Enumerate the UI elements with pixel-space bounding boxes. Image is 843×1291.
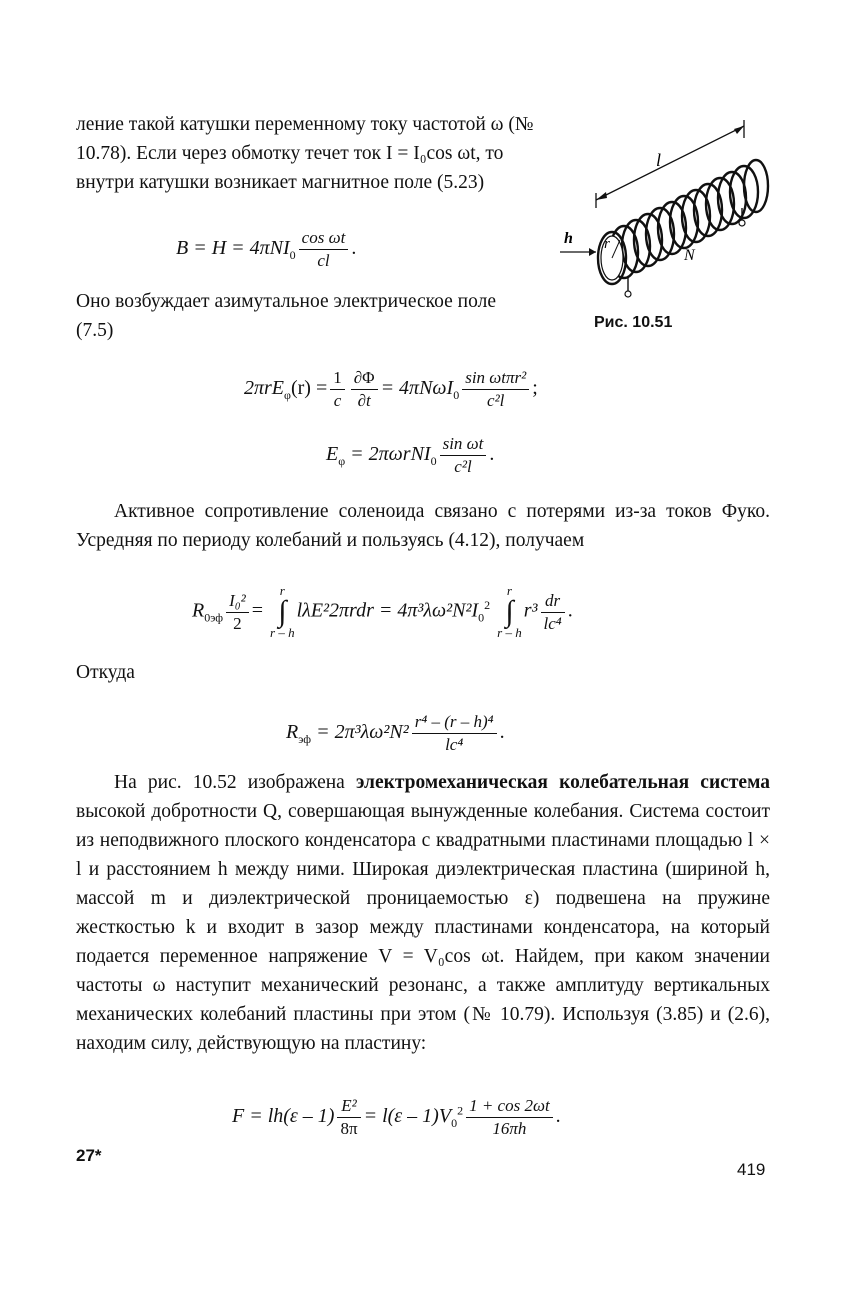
- equation-4: $R_{0эф}$ $\frac{\text{I₀²}}{2}$ = r ∫ $r - hl\lambda E^22\pi rdr = 4\pi^3\lambda\omega^2N^2I_0^2$ r ∫ r – hr³ $\frac{dr}{\text{lc⁴}}$ .: [192, 583, 573, 640]
- label-r: r: [604, 236, 610, 252]
- paragraph-1: ление такой катушки переменному току частотой ω (№ 10.78). Если через обмотку течет ток I = I₀cos ωt, то внутри катушки возникает магнитное поле (5.23): [76, 114, 534, 193]
- printer-signature: 27*: [76, 1146, 102, 1165]
- solenoid-figure: [556, 108, 771, 298]
- label-h: h: [564, 230, 573, 247]
- label-N: N: [684, 247, 695, 264]
- equation-6: F = lh(ε – 1) $\frac{\text{E²}}{8\pi}$ = $l(\varepsilon - 1)V_0^2$ $\frac{1 + \cos 2\omega t}{16\pi h}$ .: [232, 1096, 561, 1138]
- equation-1: B = H = 4πNI$_0$ $\frac{\text{cos ωt}}{cl}$ .: [176, 228, 357, 270]
- paragraph-2: Оно возбуждает азимутальное электрическое поле (7.5): [76, 291, 496, 341]
- paragraph-5: На рис. 10.52 изображена электромеханическая колебательная система высокой добротности Q, совершающая вынужденные колебания. Система состоит из неподвижного плоского конденсатора с квадратными пластинами площадью l × l и расстоянием h между ними. Широкая диэлектрическая пластина (шириной h, массой m и диэлектрической проницаемостью ε) подвешена на пружине жесткостью k и входит в зазор между пластинами конденсатора, на который подается переменное напряжение V = V₀cos ωt. Найдем, при каком значении частоты ω наступит механический резонанс, а также амплитуду вертикальных механических колебаний пластины при этом (№ 10.79). Используя (3.85) и (2.6), находим силу, действующую на пластину:: [76, 772, 770, 1054]
- paragraph-3: Активное сопротивление соленоида связано с потерями из-за токов Фуко. Усредняя по периоду колебаний и пользуясь (4.12), получаем: [76, 501, 770, 551]
- figure-caption: Рис. 10.51: [594, 314, 673, 331]
- equation-5: $R_{эф} = 2\pi^3\lambda\omega^2N^2$ $\frac{\text{r⁴ – (r – h)⁴}}{\text{lc⁴}}$ .: [286, 712, 505, 754]
- equation-2: 2πrE$_\varphi$(r) = $\frac{1}{c}$ $\frac{\partial\Phi}{\partial t}$ = 4πNωI$_0$ $\frac{\text{sin ωtπr²}}{\text{c²l}}$ ;: [244, 368, 538, 410]
- label-l: l: [656, 150, 662, 170]
- equation-3: $E_\varphi = 2\pi\omega rNI_0$ $\frac{\text{sin ωt}}{\text{c²l}}$ .: [326, 434, 495, 476]
- paragraph-4: Откуда: [76, 662, 135, 683]
- page-number: 419: [737, 1160, 766, 1179]
